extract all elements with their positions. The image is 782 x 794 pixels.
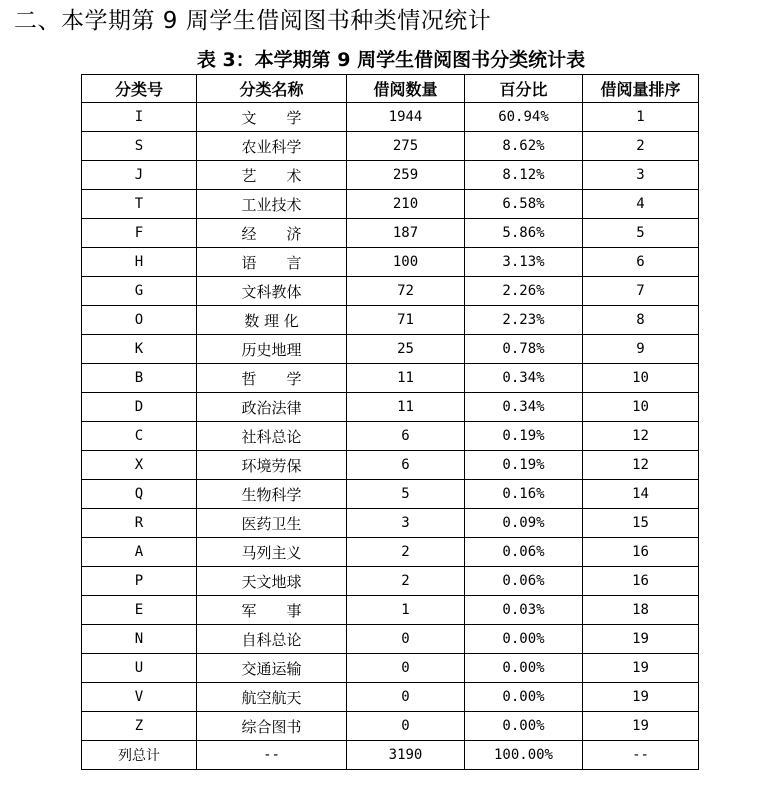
cell-code: X bbox=[82, 451, 197, 480]
table-row bbox=[82, 538, 699, 567]
cell-rank: 1 bbox=[583, 103, 699, 132]
cell-name: 环境劳保 bbox=[197, 451, 347, 480]
cell-percent: 0.06% bbox=[465, 567, 583, 596]
cell-rank: 4 bbox=[583, 190, 699, 219]
cell-percent: 60.94% bbox=[465, 103, 583, 132]
cell-percent: 3.13% bbox=[465, 248, 583, 277]
cell-percent: 0.03% bbox=[465, 596, 583, 625]
table-row bbox=[82, 712, 699, 741]
cell-rank: 5 bbox=[583, 219, 699, 248]
cell-count: 0 bbox=[347, 654, 465, 683]
cell-count: 0 bbox=[347, 712, 465, 741]
table-row bbox=[82, 103, 699, 132]
cell-count: 275 bbox=[347, 132, 465, 161]
cell-percent: 2.23% bbox=[465, 306, 583, 335]
table-row bbox=[82, 654, 699, 683]
cell-name: 工业技术 bbox=[197, 190, 347, 219]
header-percent: 百分比 bbox=[465, 75, 583, 103]
cell-code: V bbox=[82, 683, 197, 712]
cell-rank: 6 bbox=[583, 248, 699, 277]
cell-code: O bbox=[82, 306, 197, 335]
cell-name: 生物科学 bbox=[197, 480, 347, 509]
table-row bbox=[82, 683, 699, 712]
cell-name: 军 事 bbox=[197, 596, 347, 625]
cell-percent: 5.86% bbox=[465, 219, 583, 248]
cell-name: 自科总论 bbox=[197, 625, 347, 654]
cell-name: 语 言 bbox=[197, 248, 347, 277]
header-code: 分类号 bbox=[82, 75, 197, 103]
cell-rank: 10 bbox=[583, 393, 699, 422]
table-body bbox=[82, 103, 699, 770]
cell-percent: 0.78% bbox=[465, 335, 583, 364]
cell-rank: 18 bbox=[583, 596, 699, 625]
cell-code: G bbox=[82, 277, 197, 306]
table-caption: 表 3：本学期第 9 周学生借阅图书分类统计表 bbox=[196, 49, 586, 71]
cell-name: 艺 术 bbox=[197, 161, 347, 190]
cell-code: R bbox=[82, 509, 197, 538]
cell-code: S bbox=[82, 132, 197, 161]
cell-name: 文科教体 bbox=[197, 277, 347, 306]
cell-name: 马列主义 bbox=[197, 538, 347, 567]
cell-code: D bbox=[82, 393, 197, 422]
cell-rank: 10 bbox=[583, 364, 699, 393]
cell-code: K bbox=[82, 335, 197, 364]
cell-count: 71 bbox=[347, 306, 465, 335]
cell-rank: 7 bbox=[583, 277, 699, 306]
cell-count: 2 bbox=[347, 567, 465, 596]
header-row bbox=[82, 75, 699, 103]
cell-name: 哲 学 bbox=[197, 364, 347, 393]
cell-code: Q bbox=[82, 480, 197, 509]
total-label: 列总计 bbox=[82, 741, 197, 770]
cell-rank: 19 bbox=[583, 712, 699, 741]
cell-code: T bbox=[82, 190, 197, 219]
cell-count: 210 bbox=[347, 190, 465, 219]
cell-count: 0 bbox=[347, 625, 465, 654]
table-row bbox=[82, 306, 699, 335]
cell-rank: 14 bbox=[583, 480, 699, 509]
cell-percent: 0.19% bbox=[465, 422, 583, 451]
cell-percent: 0.19% bbox=[465, 451, 583, 480]
header-name: 分类名称 bbox=[197, 75, 347, 103]
cell-count: 1944 bbox=[347, 103, 465, 132]
cell-name: 数 理 化 bbox=[197, 306, 347, 335]
table-row bbox=[82, 132, 699, 161]
cell-rank: 9 bbox=[583, 335, 699, 364]
cell-name: 综合图书 bbox=[197, 712, 347, 741]
cell-count: 1 bbox=[347, 596, 465, 625]
cell-name: 航空航天 bbox=[197, 683, 347, 712]
cell-percent: 2.26% bbox=[465, 277, 583, 306]
table-row bbox=[82, 277, 699, 306]
table-row bbox=[82, 567, 699, 596]
table-row bbox=[82, 335, 699, 364]
cell-rank: 12 bbox=[583, 422, 699, 451]
cell-name: 社科总论 bbox=[197, 422, 347, 451]
cell-name: 政治法律 bbox=[197, 393, 347, 422]
cell-rank: 15 bbox=[583, 509, 699, 538]
cell-name: 历史地理 bbox=[197, 335, 347, 364]
cell-code: U bbox=[82, 654, 197, 683]
cell-count: 5 bbox=[347, 480, 465, 509]
cell-code: B bbox=[82, 364, 197, 393]
header-rank: 借阅量排序 bbox=[583, 75, 699, 103]
cell-count: 11 bbox=[347, 364, 465, 393]
table-row bbox=[82, 596, 699, 625]
cell-code: N bbox=[82, 625, 197, 654]
cell-code: J bbox=[82, 161, 197, 190]
total-rank: -- bbox=[583, 741, 699, 770]
cell-percent: 0.06% bbox=[465, 538, 583, 567]
cell-rank: 3 bbox=[583, 161, 699, 190]
table-row bbox=[82, 161, 699, 190]
cell-name: 文 学 bbox=[197, 103, 347, 132]
cell-name: 天文地球 bbox=[197, 567, 347, 596]
cell-percent: 0.00% bbox=[465, 625, 583, 654]
cell-count: 259 bbox=[347, 161, 465, 190]
cell-count: 6 bbox=[347, 451, 465, 480]
cell-code: H bbox=[82, 248, 197, 277]
cell-rank: 8 bbox=[583, 306, 699, 335]
cell-percent: 0.34% bbox=[465, 393, 583, 422]
cell-code: C bbox=[82, 422, 197, 451]
total-row bbox=[82, 741, 699, 770]
table-row bbox=[82, 190, 699, 219]
table-row bbox=[82, 219, 699, 248]
cell-rank: 19 bbox=[583, 654, 699, 683]
cell-percent: 0.34% bbox=[465, 364, 583, 393]
total-count: 3190 bbox=[347, 741, 465, 770]
table-row bbox=[82, 364, 699, 393]
cell-percent: 0.09% bbox=[465, 509, 583, 538]
table-row bbox=[82, 393, 699, 422]
cell-code: E bbox=[82, 596, 197, 625]
table-row bbox=[82, 480, 699, 509]
cell-code: F bbox=[82, 219, 197, 248]
section-heading: 二、本学期第 9 周学生借阅图书种类情况统计 bbox=[14, 8, 492, 34]
cell-code: I bbox=[82, 103, 197, 132]
table-row bbox=[82, 248, 699, 277]
table-header bbox=[82, 75, 699, 103]
cell-name: 农业科学 bbox=[197, 132, 347, 161]
cell-rank: 19 bbox=[583, 683, 699, 712]
cell-rank: 19 bbox=[583, 625, 699, 654]
cell-rank: 16 bbox=[583, 567, 699, 596]
cell-count: 2 bbox=[347, 538, 465, 567]
table-row bbox=[82, 625, 699, 654]
table-row bbox=[82, 422, 699, 451]
cell-count: 72 bbox=[347, 277, 465, 306]
cell-count: 11 bbox=[347, 393, 465, 422]
cell-code: P bbox=[82, 567, 197, 596]
cell-code: A bbox=[82, 538, 197, 567]
cell-percent: 6.58% bbox=[465, 190, 583, 219]
cell-code: Z bbox=[82, 712, 197, 741]
cell-percent: 0.16% bbox=[465, 480, 583, 509]
cell-rank: 2 bbox=[583, 132, 699, 161]
cell-count: 0 bbox=[347, 683, 465, 712]
cell-name: 医药卫生 bbox=[197, 509, 347, 538]
cell-percent: 0.00% bbox=[465, 683, 583, 712]
cell-count: 100 bbox=[347, 248, 465, 277]
total-name: -- bbox=[197, 741, 347, 770]
total-percent: 100.00% bbox=[465, 741, 583, 770]
cell-percent: 8.62% bbox=[465, 132, 583, 161]
cell-percent: 8.12% bbox=[465, 161, 583, 190]
header-count: 借阅数量 bbox=[347, 75, 465, 103]
table-row bbox=[82, 451, 699, 480]
cell-count: 6 bbox=[347, 422, 465, 451]
table-row bbox=[82, 509, 699, 538]
cell-rank: 12 bbox=[583, 451, 699, 480]
borrow-stats-table bbox=[81, 74, 699, 770]
cell-name: 交通运输 bbox=[197, 654, 347, 683]
cell-count: 25 bbox=[347, 335, 465, 364]
cell-percent: 0.00% bbox=[465, 654, 583, 683]
cell-name: 经 济 bbox=[197, 219, 347, 248]
cell-count: 3 bbox=[347, 509, 465, 538]
cell-count: 187 bbox=[347, 219, 465, 248]
cell-rank: 16 bbox=[583, 538, 699, 567]
cell-percent: 0.00% bbox=[465, 712, 583, 741]
